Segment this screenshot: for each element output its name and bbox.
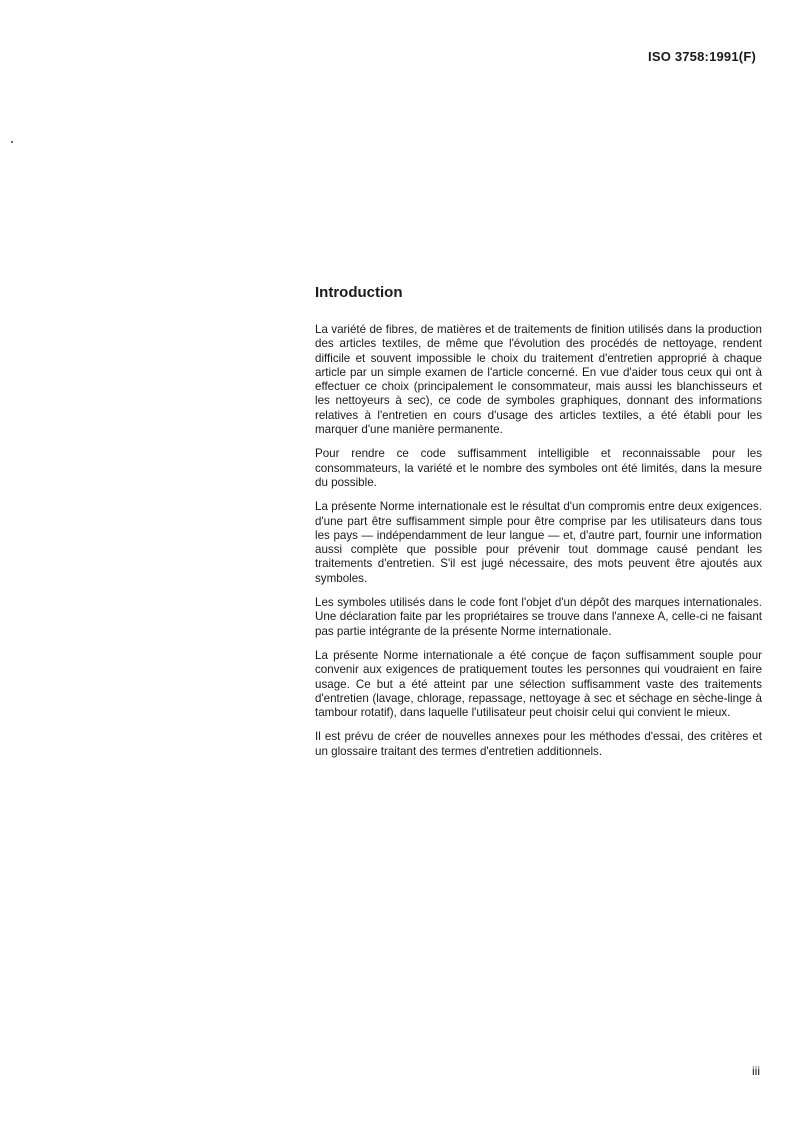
section-title: Introduction xyxy=(315,284,403,301)
introduction-section xyxy=(315,283,762,769)
intro-paragraph-4: Les symboles utilisés dans le code font l'objet d'un dépôt des marques internationales. Une déclaration faite par les propriétaires se trouve dans l'annexe A, celle-ci ne faisant pas partie intégrante de la présente Norme internationale. xyxy=(315,596,762,638)
standard-code: ISO 3758:1991(F) xyxy=(648,49,756,64)
intro-paragraph-1: La variété de fibres, de matières et de traitements de finition utilisés dans la production des articles textiles, de même que l'évolution des procédés de nettoyage, rendent difficile et souvent impossible le choix du traitement d'entretien approprié à chaque article par un simple examen de l'article concerné. En vue d'aider tous ceux qui ont à effectuer ce choix (principalement le consommateur, mais aussi les blanchisseurs et les nettoyeurs à sec), ce code de symboles graphiques, donnant des informations relatives à l'entretien en cours d'usage des articles textiles, a été établi pour les marquer d'une manière permanente. xyxy=(315,323,762,437)
page-number: iii xyxy=(752,1064,760,1078)
intro-paragraph-3: La présente Norme internationale est le résultat d'un compromis entre deux exigences. d'une part être suffisamment simple pour être comprise par les utilisateurs dans tous les pays — indépendamment de leur langue — et, d'autre part, fournir une information aussi complète que possible pour prévenir tout dommage causé pendant les traitements d'entretien. S'il est jugé nécessaire, des mots peuvent être ajoutés aux symboles. xyxy=(315,500,762,585)
intro-paragraph-6: Il est prévu de créer de nouvelles annexes pour les méthodes d'essai, des critères et un glossaire traitant des termes d'entretien additionnels. xyxy=(315,730,762,758)
page-speck xyxy=(11,141,13,143)
intro-paragraph-5: La présente Norme internationale a été conçue de façon suffisamment souple pour convenir aux exigences de pratiquement toutes les personnes qui voudraient en faire usage. Ce but a été atteint par une sélection suffisamment vaste des traitements d'entretien (lavage, chlorage, repassage, nettoyage à sec et séchage en sèche-linge à tambour rotatif), dans laquelle l'utilisateur peut choisir celui qui convient le mieux. xyxy=(315,648,762,720)
intro-paragraph-2: Pour rendre ce code suffisamment intelligible et reconnaissable pour les consommateurs, la variété et le nombre des symboles ont été limités, dans la mesure du possible. xyxy=(315,447,762,489)
